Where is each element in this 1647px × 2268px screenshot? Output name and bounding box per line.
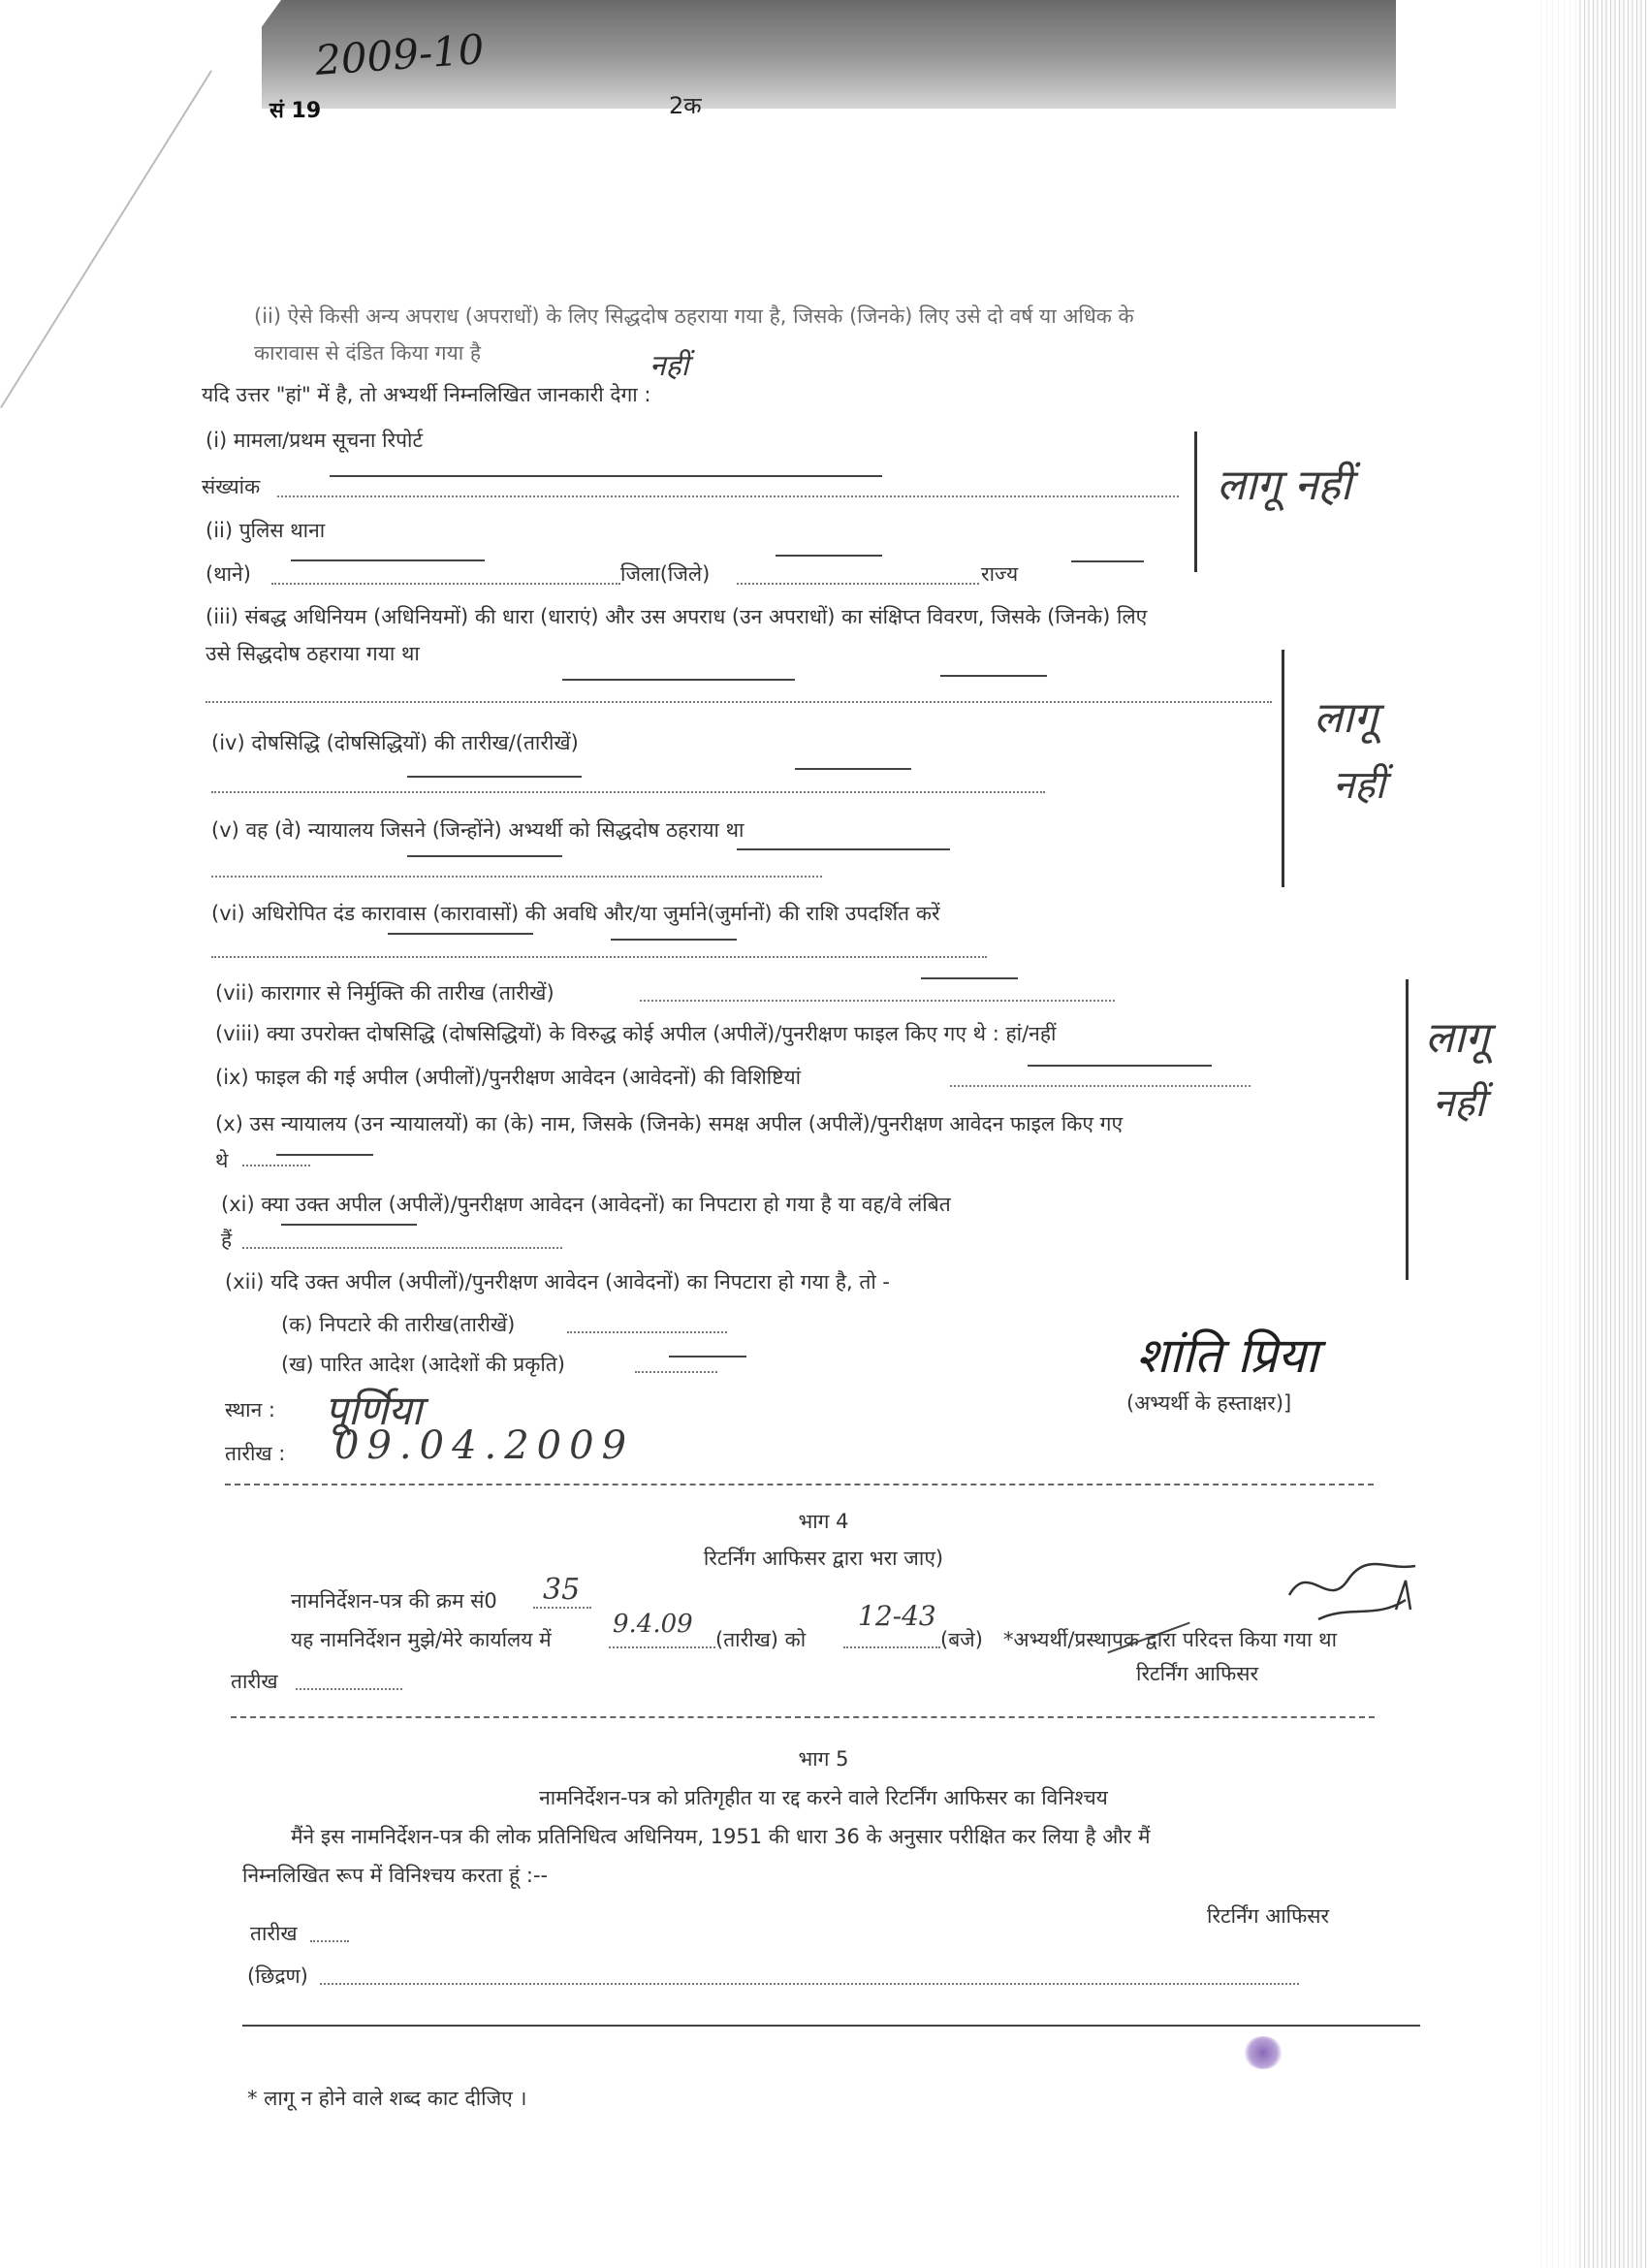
ink-strike bbox=[281, 1224, 417, 1226]
item-i-sub: संख्यांक bbox=[202, 475, 261, 498]
ink-strike bbox=[407, 855, 562, 857]
receipt-time: 12-43 bbox=[858, 1600, 936, 1632]
date-value: 09.04.2009 bbox=[334, 1423, 635, 1468]
footnote: * लागू न होने वाले शब्द काट दीजिए । bbox=[247, 2087, 527, 2110]
date-label: तारीख : bbox=[225, 1442, 286, 1465]
scan-edge-artifact bbox=[1579, 0, 1647, 2268]
ink-strike bbox=[407, 776, 582, 778]
dotted-line bbox=[310, 1939, 349, 1942]
item-iii-line1: (iii) संबद्ध अधिनियम (अधिनियमों) की धारा (धाराएं) और उस अपराध (उन अपराधों) का संक्षिप्त विवरण, जिसके (जिनके) लिए bbox=[206, 605, 1148, 628]
ink-stamp bbox=[1244, 2036, 1283, 2069]
dotted-line bbox=[211, 790, 1045, 793]
item-ii-label: (ii) पुलिस थाना bbox=[206, 519, 326, 542]
item-xii-label: (xii) यदि उक्त अपील (अपीलों)/पुनरीक्षण आवेदन (आवेदनों) का निपटारा हो गया है, तो - bbox=[225, 1270, 891, 1294]
baje-label: (बजे) bbox=[940, 1628, 983, 1651]
dotted-line bbox=[567, 1330, 727, 1333]
item-ii-line2: कारावास से दंडित किया गया है bbox=[254, 341, 482, 365]
item-x-line2: थे bbox=[215, 1149, 229, 1172]
note-not-applicable: लागू bbox=[1425, 1013, 1489, 1063]
place-value: पूर्णिया bbox=[325, 1387, 423, 1434]
year-prefix: सं 19 bbox=[269, 99, 322, 123]
item-v-label: (v) वह (वे) न्यायालय जिसने (जिन्होंने) अभ्यर्थी को सिद्धदोष ठहराया था bbox=[211, 818, 744, 842]
dotted-line bbox=[277, 495, 1179, 497]
part5-officer: रिटर्निंग आफिसर bbox=[1207, 1904, 1330, 1928]
part5-date-label: तारीख bbox=[250, 1922, 298, 1945]
intro-text: यदि उत्तर "हां" में है, तो अभ्यर्थी निम्नलिखित जानकारी देगा : bbox=[202, 383, 651, 406]
ink-strike bbox=[795, 768, 911, 770]
part4-line-end: *अभ्यर्थी/प्रस्थापक द्वारा परिदत्त किया गया था bbox=[1003, 1628, 1338, 1651]
receipt-date: 9.4.09 bbox=[613, 1610, 693, 1639]
item-vi-label: (vi) अधिरोपित दंड कारावास (कारावासों) की अवधि और/या जुर्माने(जुर्मानों) की राशि उपदर्शित करें bbox=[211, 902, 940, 925]
place-label: स्थान : bbox=[225, 1398, 276, 1421]
ink-strike bbox=[291, 559, 485, 561]
item-x-line1: (x) उस न्यायालय (उन न्यायालयों) का (के) नाम, जिसके (जिनके) समक्ष अपील (अपीलें)/पुनरीक्षण आवेदन फाइल किए गए bbox=[215, 1112, 1124, 1135]
officer-signature bbox=[1280, 1551, 1444, 1629]
item-xi-line2: हैं bbox=[221, 1229, 233, 1252]
section-divider bbox=[225, 1484, 1374, 1485]
dotted-line bbox=[533, 1606, 591, 1609]
part5-heading: भाग 5 bbox=[798, 1747, 849, 1771]
note-not-applicable: लागू bbox=[1314, 693, 1378, 743]
item-xii-ka: (क) निपटारे की तारीख(तारीखें) bbox=[281, 1313, 516, 1336]
item-iv-label: (iv) दोषसिद्धि (दोषसिद्धियों) की तारीख/(तारीखें) bbox=[211, 731, 579, 754]
item-ii-line1: (ii) ऐसे किसी अन्य अपराध (अपराधों) के लिए सिद्धदोष ठहराया गया है, जिसके (जिनके) लिए उसे दो वर्ष या अधिक के bbox=[254, 304, 1134, 328]
dotted-line bbox=[635, 1370, 717, 1373]
dotted-line bbox=[737, 582, 979, 585]
dotted-line bbox=[950, 1084, 1251, 1087]
dotted-line bbox=[242, 1164, 310, 1166]
dotted-line bbox=[843, 1645, 940, 1648]
page-number: 2क bbox=[669, 92, 702, 119]
ink-strike bbox=[562, 679, 795, 681]
signature-caption: (अभ्यर्थी के हस्ताक्षर)] bbox=[1126, 1391, 1292, 1415]
seal-label: (छिद्रण) bbox=[247, 1965, 308, 1988]
dotted-line bbox=[296, 1687, 402, 1690]
item-i-label: (i) मामला/प्रथम सूचना रिपोर्ट bbox=[206, 429, 424, 452]
dotted-line bbox=[271, 582, 620, 585]
thane-label: (थाने) bbox=[206, 562, 251, 586]
dotted-line bbox=[609, 1645, 715, 1648]
item-vii-label: (vii) कारागार से निर्मुक्ति की तारीख (तारीखें) bbox=[215, 981, 554, 1005]
candidate-signature: शांति प्रिया bbox=[1136, 1327, 1318, 1384]
item-ix-label: (ix) फाइल की गई अपील (अपीलों)/पुनरीक्षण आवेदन (आवेदनों) की विशिष्टियां bbox=[215, 1066, 802, 1089]
folded-corner bbox=[0, 0, 281, 388]
section-divider bbox=[231, 1716, 1375, 1718]
ink-strike bbox=[388, 933, 533, 935]
note-not-applicable: लागू नहीं bbox=[1217, 461, 1352, 510]
bracket bbox=[1194, 431, 1197, 572]
item-ii-answer: नहीं bbox=[649, 349, 689, 383]
item-iii-line2: उसे सिद्धदोष ठहराया गया था bbox=[206, 642, 420, 665]
section-divider bbox=[242, 2025, 1420, 2027]
dotted-line bbox=[211, 955, 987, 958]
part4-officer: रिटर्निंग आफिसर bbox=[1136, 1662, 1259, 1685]
ink-strike bbox=[276, 1154, 373, 1156]
part4-subheading: रिटर्निंग आफिसर द्वारा भरा जाए) bbox=[703, 1547, 944, 1570]
part4-line-start: यह नामनिर्देशन मुझे/मेरे कार्यालय में bbox=[291, 1628, 552, 1651]
dotted-line bbox=[640, 999, 1115, 1002]
dotted-line bbox=[242, 1246, 562, 1249]
part4-date-label: तारीख bbox=[231, 1670, 278, 1693]
bracket bbox=[1282, 650, 1284, 887]
dotted-line bbox=[320, 1982, 1299, 1985]
tarikh-ko: (तारीख) को bbox=[715, 1628, 807, 1651]
serial-label: नामनिर्देशन-पत्र की क्रम सं0 bbox=[291, 1589, 497, 1613]
part4-heading: भाग 4 bbox=[798, 1510, 849, 1533]
dotted-line bbox=[211, 875, 822, 878]
scan-edge-artifact bbox=[1540, 0, 1579, 2268]
ink-strike bbox=[737, 848, 950, 850]
item-viii-label: (viii) क्या उपरोक्त दोषसिद्धि (दोषसिद्धियों) के विरुद्ध कोई अपील (अपीलें)/पुनरीक्षण फाइल किए गए थे : हां/नहीं bbox=[215, 1022, 1057, 1045]
ink-strike bbox=[940, 675, 1047, 677]
part5-para-line1: मैंने इस नामनिर्देशन-पत्र की लोक प्रतिनिधित्व अधिनियम, 1951 की धारा 36 के अनुसार परीक्षित कर लिया है और मैं bbox=[291, 1825, 1151, 1848]
year-handwritten: 2009-10 bbox=[313, 24, 487, 85]
zila-label: जिला(जिले) bbox=[620, 562, 711, 586]
part5-subheading: नामनिर्देशन-पत्र को प्रतिगृहीत या रद्द करने वाले रिटर्निंग आफिसर का विनिश्चय bbox=[539, 1786, 1108, 1809]
item-xi-line1: (xi) क्या उक्त अपील (अपीलें)/पुनरीक्षण आवेदन (आवेदनों) का निपटारा हो गया है या वह/वे लंबित bbox=[221, 1193, 951, 1216]
rajya-label: राज्य bbox=[981, 562, 1019, 586]
item-xii-kha: (ख) पारित आदेश (आदेशों की प्रकृति) bbox=[281, 1353, 565, 1376]
ink-strike bbox=[776, 555, 882, 557]
ink-strike bbox=[669, 1356, 746, 1358]
ink-strike bbox=[1028, 1065, 1212, 1067]
note-not-applicable: नहीं bbox=[1433, 1081, 1485, 1126]
ink-strike bbox=[611, 939, 737, 941]
part5-para-line2: निम्नलिखित रूप में विनिश्चय करता हूं :-- bbox=[242, 1864, 549, 1887]
ink-strike bbox=[1071, 560, 1144, 562]
serial-value: 35 bbox=[543, 1573, 581, 1607]
dotted-line bbox=[206, 700, 1272, 703]
ink-strike bbox=[330, 475, 882, 477]
ink-strike bbox=[921, 977, 1018, 979]
item-vi-row bbox=[211, 900, 1389, 927]
note-not-applicable: नहीं bbox=[1333, 763, 1385, 808]
bracket bbox=[1406, 979, 1409, 1280]
